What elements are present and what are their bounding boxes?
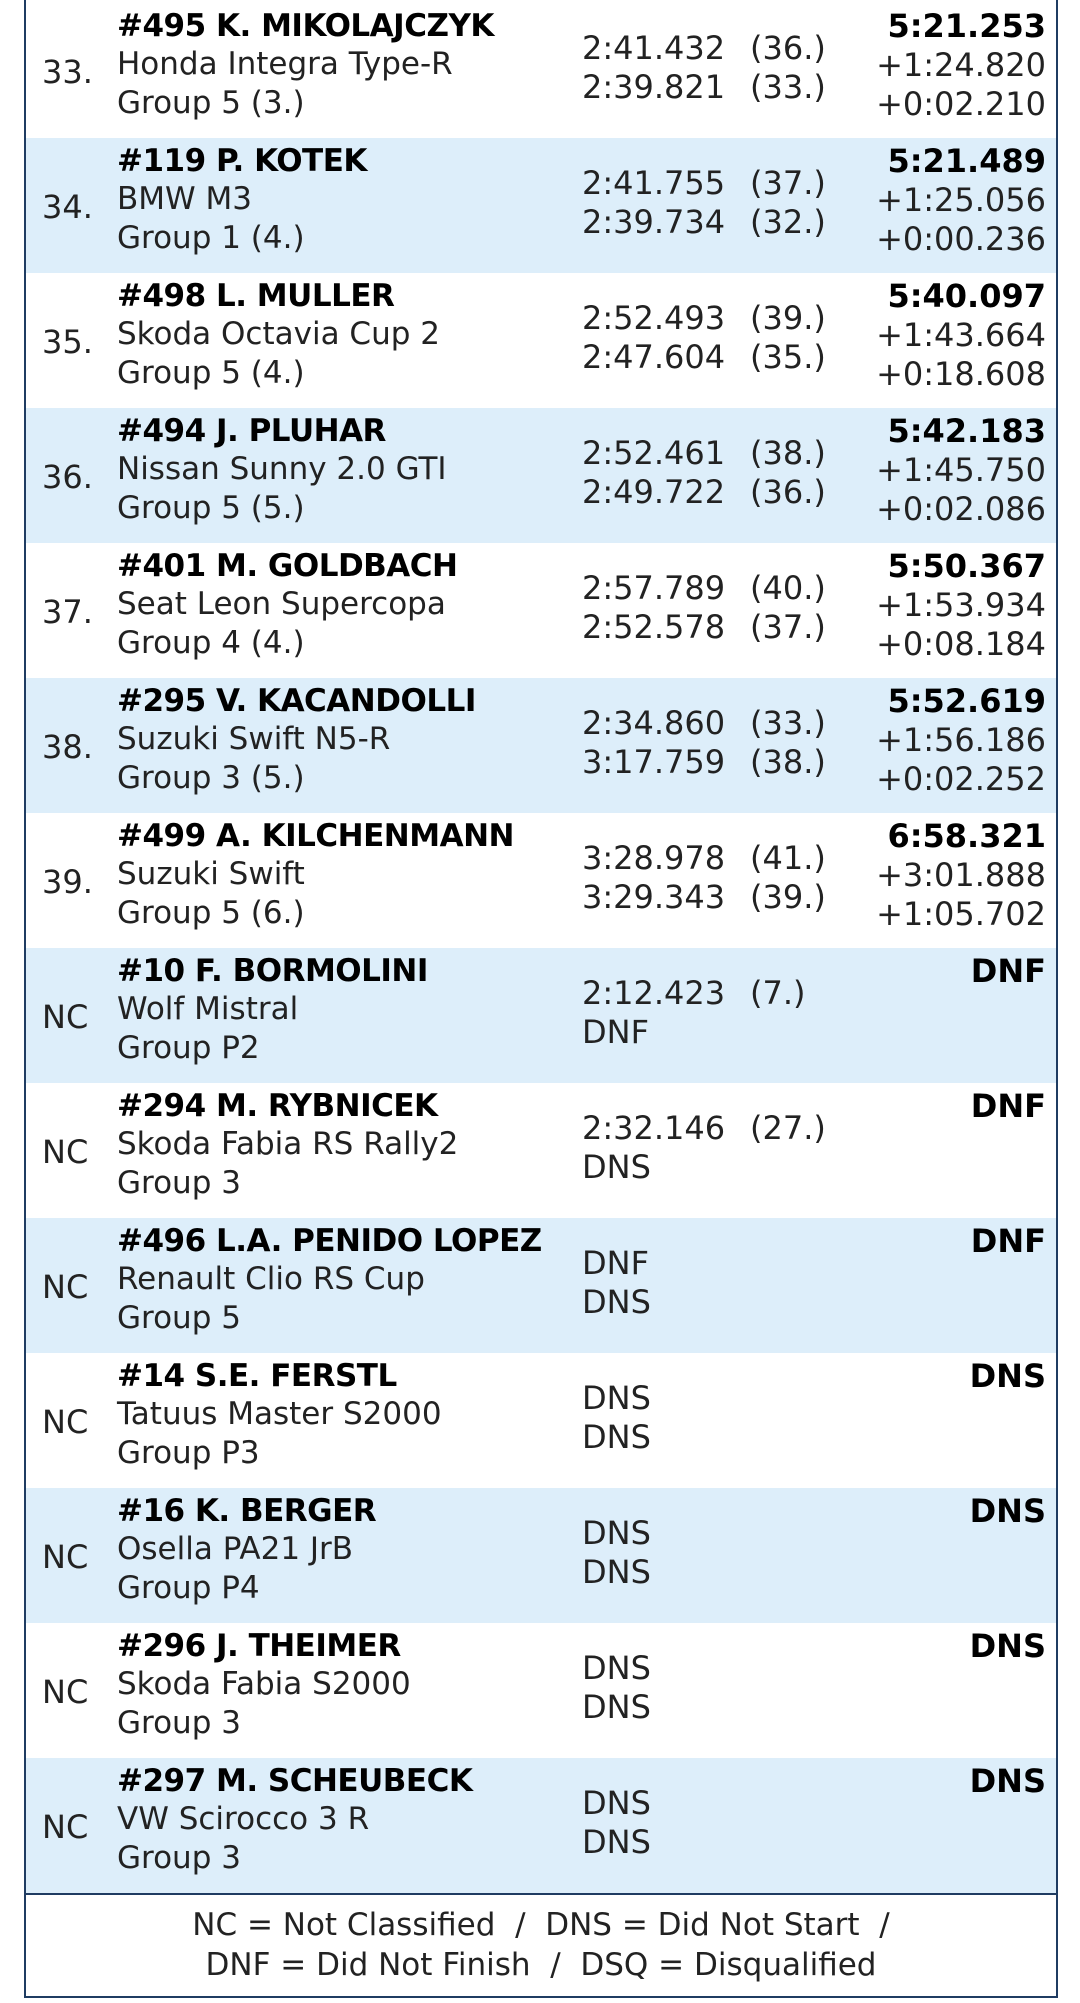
run-1-time: 2:41.755: [582, 164, 726, 202]
driver-name: #494 J. PLUHAR: [117, 413, 386, 449]
driver-name: #16 K. BERGER: [117, 1493, 377, 1529]
run-1: [582, 434, 826, 473]
total-times: [876, 412, 1046, 529]
total-times: [970, 1492, 1046, 1531]
legend-line-2: DNF = Did Not Finish / DSQ = Disqualified: [205, 1947, 877, 1983]
run-2: [582, 68, 826, 107]
run-1: [582, 1514, 750, 1553]
run-2: [582, 203, 826, 242]
run-times: [582, 704, 826, 782]
group-class: Group P4: [117, 1570, 260, 1606]
car-model: Seat Leon Supercopa: [117, 586, 446, 622]
car-model: Renault Clio RS Cup: [117, 1261, 425, 1297]
driver-name: #295 V. KACANDOLLI: [117, 683, 476, 719]
driver-name: #296 J. THEIMER: [117, 1628, 401, 1664]
total-times: [876, 277, 1046, 394]
entry-info: [117, 7, 494, 123]
entry-info: [117, 547, 458, 663]
run-times: [582, 1784, 750, 1862]
entry-info: [117, 952, 428, 1068]
driver-name: #401 M. GOLDBACH: [117, 548, 458, 584]
position: NC: [42, 998, 89, 1036]
legend: [26, 1905, 1056, 1985]
run-times: [582, 974, 806, 1052]
run-1-time: 2:34.860: [582, 704, 726, 742]
driver-name: #297 M. SCHEUBECK: [117, 1763, 473, 1799]
gap-to-previous: +0:00.236: [876, 220, 1046, 258]
run-2: [582, 608, 826, 647]
run-2-time: 2:49.722: [582, 473, 726, 511]
run-2-time: 3:29.343: [582, 878, 726, 916]
run-1-time: DNS: [582, 1649, 651, 1687]
run-2-time: DNS: [582, 1823, 651, 1861]
car-model: Honda Integra Type-R: [117, 46, 453, 82]
result-row: [26, 543, 1056, 678]
entry-info: [117, 1492, 376, 1608]
run-1-time: DNF: [582, 1244, 649, 1282]
run-2: [582, 473, 826, 512]
run-times: [582, 1649, 750, 1727]
run-2-time: 2:52.578: [582, 608, 726, 646]
total-times: [970, 1762, 1046, 1801]
total-times: [876, 817, 1046, 934]
run-2-rank: (32.): [750, 203, 826, 241]
run-2-time: DNS: [582, 1688, 651, 1726]
position: 34.: [42, 188, 93, 226]
group-class: Group 3 (5.): [117, 760, 305, 796]
entry-info: [117, 142, 367, 258]
run-1: [582, 839, 826, 878]
group-class: Group 5 (6.): [117, 895, 305, 931]
run-1-time: DNS: [582, 1784, 651, 1822]
position: 35.: [42, 323, 93, 361]
total-time: DNS: [969, 1357, 1046, 1395]
run-1-rank: (33.): [750, 704, 826, 742]
result-row: [26, 1083, 1056, 1218]
run-1-rank: (27.): [750, 1109, 826, 1147]
group-class: Group 3: [117, 1840, 241, 1876]
run-2: [582, 1148, 826, 1187]
run-1-time: 2:52.461: [582, 434, 726, 472]
run-1: [582, 1244, 750, 1283]
result-row: [26, 678, 1056, 813]
driver-name: #495 K. MIKOLAJCZYK: [117, 8, 494, 44]
run-1: [582, 974, 806, 1013]
run-1-rank: (36.): [750, 29, 826, 67]
total-time: 5:21.489: [887, 142, 1046, 180]
run-2-time: DNS: [582, 1283, 651, 1321]
run-times: [582, 434, 826, 512]
run-2-time: DNF: [582, 1013, 649, 1051]
group-class: Group 5 (5.): [117, 490, 305, 526]
car-model: Suzuki Swift N5-R: [117, 721, 391, 757]
entry-info: [117, 1087, 458, 1203]
run-2: [582, 1013, 806, 1052]
position: 33.: [42, 53, 93, 91]
result-row: [26, 138, 1056, 273]
driver-name: #499 A. KILCHENMANN: [117, 818, 514, 854]
run-1-rank: (7.): [750, 974, 806, 1012]
run-2-time: 2:39.734: [582, 203, 726, 241]
group-class: Group 5 (3.): [117, 85, 305, 121]
run-2: [582, 878, 826, 917]
total-times: [970, 1627, 1046, 1666]
car-model: Wolf Mistral: [117, 991, 299, 1027]
entry-info: [117, 682, 476, 798]
total-times: [876, 547, 1046, 664]
legend-divider: [26, 1893, 1056, 1895]
run-1: [582, 164, 826, 203]
car-model: VW Scirocco 3 R: [117, 1801, 370, 1837]
total-time: DNF: [970, 952, 1046, 990]
result-row: [26, 408, 1056, 543]
position: NC: [42, 1538, 89, 1576]
entry-info: [117, 1222, 542, 1338]
entry-info: [117, 1357, 442, 1473]
run-2: [582, 338, 826, 377]
run-1-time: 3:28.978: [582, 839, 726, 877]
total-time: DNF: [970, 1222, 1046, 1260]
gap-to-previous: +0:02.210: [876, 85, 1046, 123]
run-2-time: 2:47.604: [582, 338, 726, 376]
total-time: 6:58.321: [887, 817, 1046, 855]
gap-to-leader: +3:01.888: [876, 856, 1046, 894]
run-2: [582, 743, 826, 782]
gap-to-leader: +1:24.820: [876, 46, 1046, 84]
run-1-time: DNS: [582, 1514, 651, 1552]
run-2: [582, 1823, 750, 1862]
driver-name: #119 P. KOTEK: [117, 143, 367, 179]
result-row: [26, 948, 1056, 1083]
run-times: [582, 1244, 750, 1322]
run-1: [582, 1649, 750, 1688]
run-2-rank: (36.): [750, 473, 826, 511]
run-2: [582, 1553, 750, 1592]
position: NC: [42, 1673, 89, 1711]
result-row: [26, 1353, 1056, 1488]
run-1-rank: (37.): [750, 164, 826, 202]
driver-name: #498 L. MULLER: [117, 278, 395, 314]
result-row: [26, 813, 1056, 948]
run-2-time: 2:39.821: [582, 68, 726, 106]
total-time: 5:40.097: [887, 277, 1046, 315]
car-model: Skoda Fabia S2000: [117, 1666, 411, 1702]
run-1: [582, 1784, 750, 1823]
result-row: [26, 273, 1056, 408]
gap-to-previous: +0:02.252: [876, 760, 1046, 798]
result-row: [26, 3, 1056, 138]
gap-to-previous: +0:18.608: [876, 355, 1046, 393]
car-model: Skoda Fabia RS Rally2: [117, 1126, 459, 1162]
run-times: [582, 839, 826, 917]
gap-to-leader: +1:45.750: [876, 451, 1046, 489]
run-2-time: DNS: [582, 1553, 651, 1591]
run-times: [582, 299, 826, 377]
results-table: [26, 3, 1056, 1893]
position: 39.: [42, 863, 93, 901]
entry-info: [117, 1762, 472, 1878]
run-2-rank: (39.): [750, 878, 826, 916]
run-times: [582, 1109, 826, 1187]
total-times: [876, 142, 1046, 259]
run-1-rank: (40.): [750, 569, 826, 607]
total-time: DNF: [970, 1087, 1046, 1125]
run-1-time: 2:52.493: [582, 299, 726, 337]
run-1-time: 2:57.789: [582, 569, 726, 607]
car-model: Skoda Octavia Cup 2: [117, 316, 440, 352]
position: 37.: [42, 593, 93, 631]
total-time: 5:50.367: [887, 547, 1046, 585]
group-class: Group 3: [117, 1165, 241, 1201]
gap-to-leader: +1:56.186: [876, 721, 1046, 759]
run-1-time: 2:41.432: [582, 29, 726, 67]
legend-line-1: NC = Not Classified / DNS = Did Not Start /: [192, 1907, 890, 1943]
run-1: [582, 704, 826, 743]
run-times: [582, 1514, 750, 1592]
entry-info: [117, 1627, 411, 1743]
total-time: 5:21.253: [887, 7, 1046, 45]
position: NC: [42, 1403, 89, 1441]
gap-to-previous: +0:02.086: [876, 490, 1046, 528]
driver-name: #10 F. BORMOLINI: [117, 953, 428, 989]
total-times: [876, 7, 1046, 124]
run-1-time: DNS: [582, 1379, 651, 1417]
run-1: [582, 29, 826, 68]
total-times: [971, 952, 1046, 991]
gap-to-leader: +1:25.056: [876, 181, 1046, 219]
run-times: [582, 569, 826, 647]
car-model: Nissan Sunny 2.0 GTI: [117, 451, 447, 487]
group-class: Group 5 (4.): [117, 355, 305, 391]
run-1-time: 2:12.423: [582, 974, 726, 1012]
run-2-time: 3:17.759: [582, 743, 726, 781]
run-times: [582, 1379, 750, 1457]
result-row: [26, 1218, 1056, 1353]
run-1-rank: (41.): [750, 839, 826, 877]
group-class: Group P3: [117, 1435, 260, 1471]
run-1-rank: (39.): [750, 299, 826, 337]
group-class: Group 5: [117, 1300, 241, 1336]
total-times: [970, 1357, 1046, 1396]
group-class: Group 4 (4.): [117, 625, 305, 661]
position: 38.: [42, 728, 93, 766]
run-1: [582, 1109, 826, 1148]
run-1-time: 2:32.146: [582, 1109, 726, 1147]
total-times: [876, 682, 1046, 799]
total-time: DNS: [969, 1492, 1046, 1530]
driver-name: #14 S.E. FERSTL: [117, 1358, 397, 1394]
total-times: [971, 1087, 1046, 1126]
run-2-rank: (38.): [750, 743, 826, 781]
run-2: [582, 1418, 750, 1457]
driver-name: #294 M. RYBNICEK: [117, 1088, 438, 1124]
position: NC: [42, 1133, 89, 1171]
total-time: 5:52.619: [887, 682, 1046, 720]
total-time: 5:42.183: [887, 412, 1046, 450]
run-2-rank: (35.): [750, 338, 826, 376]
entry-info: [117, 277, 440, 393]
entry-info: [117, 817, 514, 933]
run-times: [582, 164, 826, 242]
position: NC: [42, 1808, 89, 1846]
car-model: BMW M3: [117, 181, 252, 217]
position: 36.: [42, 458, 93, 496]
run-1: [582, 569, 826, 608]
entry-info: [117, 412, 447, 528]
result-row: [26, 1488, 1056, 1623]
run-2: [582, 1688, 750, 1727]
driver-name: #496 L.A. PENIDO LOPEZ: [117, 1223, 542, 1259]
car-model: Tatuus Master S2000: [117, 1396, 442, 1432]
run-1: [582, 1379, 750, 1418]
gap-to-leader: +1:53.934: [876, 586, 1046, 624]
total-time: DNS: [969, 1762, 1046, 1800]
run-2-time: DNS: [582, 1418, 651, 1456]
group-class: Group 1 (4.): [117, 220, 305, 256]
results-frame: [24, 0, 1058, 1998]
car-model: Osella PA21 JrB: [117, 1531, 354, 1567]
result-row: [26, 1623, 1056, 1758]
run-1: [582, 299, 826, 338]
result-row: [26, 1758, 1056, 1893]
car-model: Suzuki Swift: [117, 856, 305, 892]
position: NC: [42, 1268, 89, 1306]
run-times: [582, 29, 826, 107]
run-2-rank: (33.): [750, 68, 826, 106]
gap-to-previous: +0:08.184: [876, 625, 1046, 663]
group-class: Group 3: [117, 1705, 241, 1741]
run-2-time: DNS: [582, 1148, 651, 1186]
gap-to-previous: +1:05.702: [876, 895, 1046, 933]
total-times: [971, 1222, 1046, 1261]
gap-to-leader: +1:43.664: [876, 316, 1046, 354]
run-2-rank: (37.): [750, 608, 826, 646]
run-2: [582, 1283, 750, 1322]
run-1-rank: (38.): [750, 434, 826, 472]
group-class: Group P2: [117, 1030, 260, 1066]
total-time: DNS: [969, 1627, 1046, 1665]
